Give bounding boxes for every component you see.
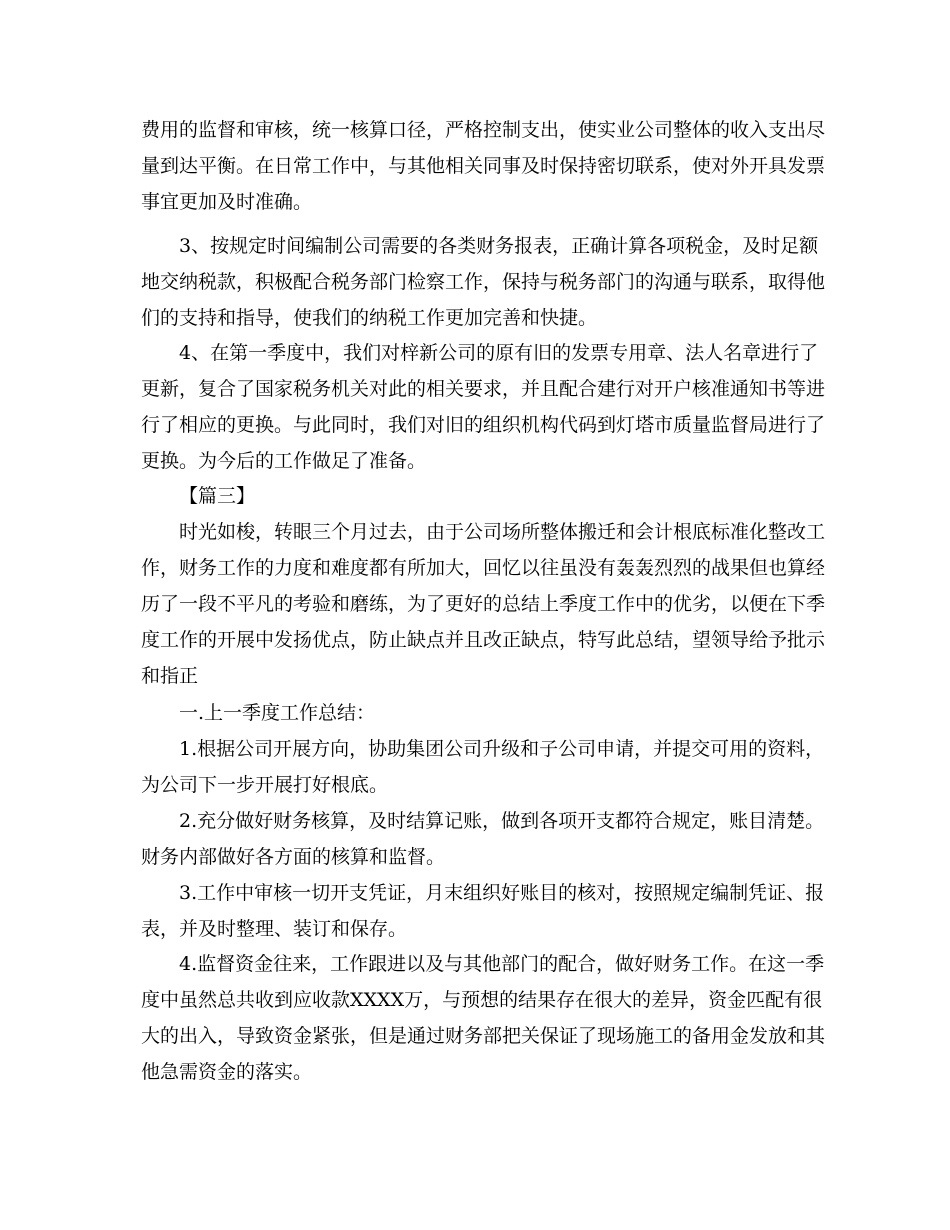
text-line: 2.充分做好财务核算，及时结算记账，做到各项开支都符合规定，账目清楚。: [179, 810, 825, 832]
text-line: 3.工作中审核一切开支凭证，月末组织好账目的核对，按照规定编制凭证、报: [179, 882, 825, 904]
text-line: 时光如梭，转眼三个月过去，由于公司场所整体搬迁和会计根底标准化整改工: [179, 521, 826, 543]
subheading-last-quarter-summary: [141, 695, 813, 731]
paragraph-point-1: [141, 731, 825, 803]
text-line: 1.根据公司开展方向，协助集团公司升级和子公司申请，并提交可用的资料，: [179, 738, 825, 760]
text-line: 度工作的开展中发扬优点，防止缺点并且改正缺点，特写此总结，望领导给予批示: [141, 629, 826, 651]
text-line: 们的支持和指导，使我们的纳税工作更加完善和快捷。: [141, 307, 598, 329]
paragraph-point-4: [141, 946, 826, 1090]
text-line: 4.监督资金往来，工作跟进以及与其他部门的配合，做好财务工作。在这一季: [179, 953, 825, 975]
paragraph-item-3-tax-reports: [141, 228, 826, 336]
text-line: 和指正: [141, 665, 199, 687]
paragraph-continued-expense-review: [141, 112, 826, 220]
text-line: 行了相应的更换。与此同时，我们对旧的组织机构代码到灯塔市质量监督局进行了: [141, 414, 826, 436]
text-line: 度中虽然总共收到应收款XXXX万，与预想的结果存在很大的差异，资金匹配有很: [141, 989, 823, 1011]
text-line: 作，财务工作的力度和难度都有所加大，回忆以往虽没有轰轰烈烈的战果但也算经: [141, 557, 826, 579]
text-line: 费用的监督和审核，统一核算口径，严格控制支出，使实业公司整体的收入支出尽: [141, 119, 826, 141]
section-heading: 【篇三】: [179, 485, 256, 507]
text-line: 表，并及时整理、装订和保存。: [141, 918, 408, 940]
text-line: 事宜更加及时准确。: [141, 191, 313, 213]
text-line: 地交纳税款，积极配合税务部门检察工作，保持与税务部门的沟通与联系，取得他: [141, 271, 826, 293]
paragraph-point-3: [141, 875, 825, 947]
text-line: 历了一段不平凡的考验和磨练，为了更好的总结上季度工作中的优劣，以便在下季: [141, 593, 826, 615]
text-line: 3、按规定时间编制公司需要的各类财务报表，正确计算各项税金，及时足额: [179, 235, 819, 257]
text-line: 更新，复合了国家税务机关对此的相关要求，并且配合建行对开户核准通知书等进: [141, 378, 826, 400]
section-heading-part-three: [141, 478, 813, 514]
text-line: 4、在第一季度中，我们对梓新公司的原有旧的发票专用章、法人名章进行了: [179, 342, 819, 364]
text-line: 大的出入，导致资金紧张，但是通过财务部把关保证了现场施工的备用金发放和其: [141, 1025, 826, 1047]
subheading: 一.上一季度工作总结：: [179, 702, 376, 724]
text-line: 更换。为今后的工作做足了准备。: [141, 450, 427, 472]
paragraph-item-4-seal-update: [141, 335, 826, 479]
text-line: 量到达平衡。在日常工作中，与其他相关同事及时保持密切联系，使对外开具发票: [141, 155, 826, 177]
text-line: 为公司下一步开展打好根底。: [141, 774, 389, 796]
paragraph-intro: [141, 514, 826, 694]
text-line: 他急需资金的落实。: [141, 1061, 313, 1083]
paragraph-point-2: [141, 803, 825, 875]
text-line: 财务内部做好各方面的核算和监督。: [141, 846, 446, 868]
